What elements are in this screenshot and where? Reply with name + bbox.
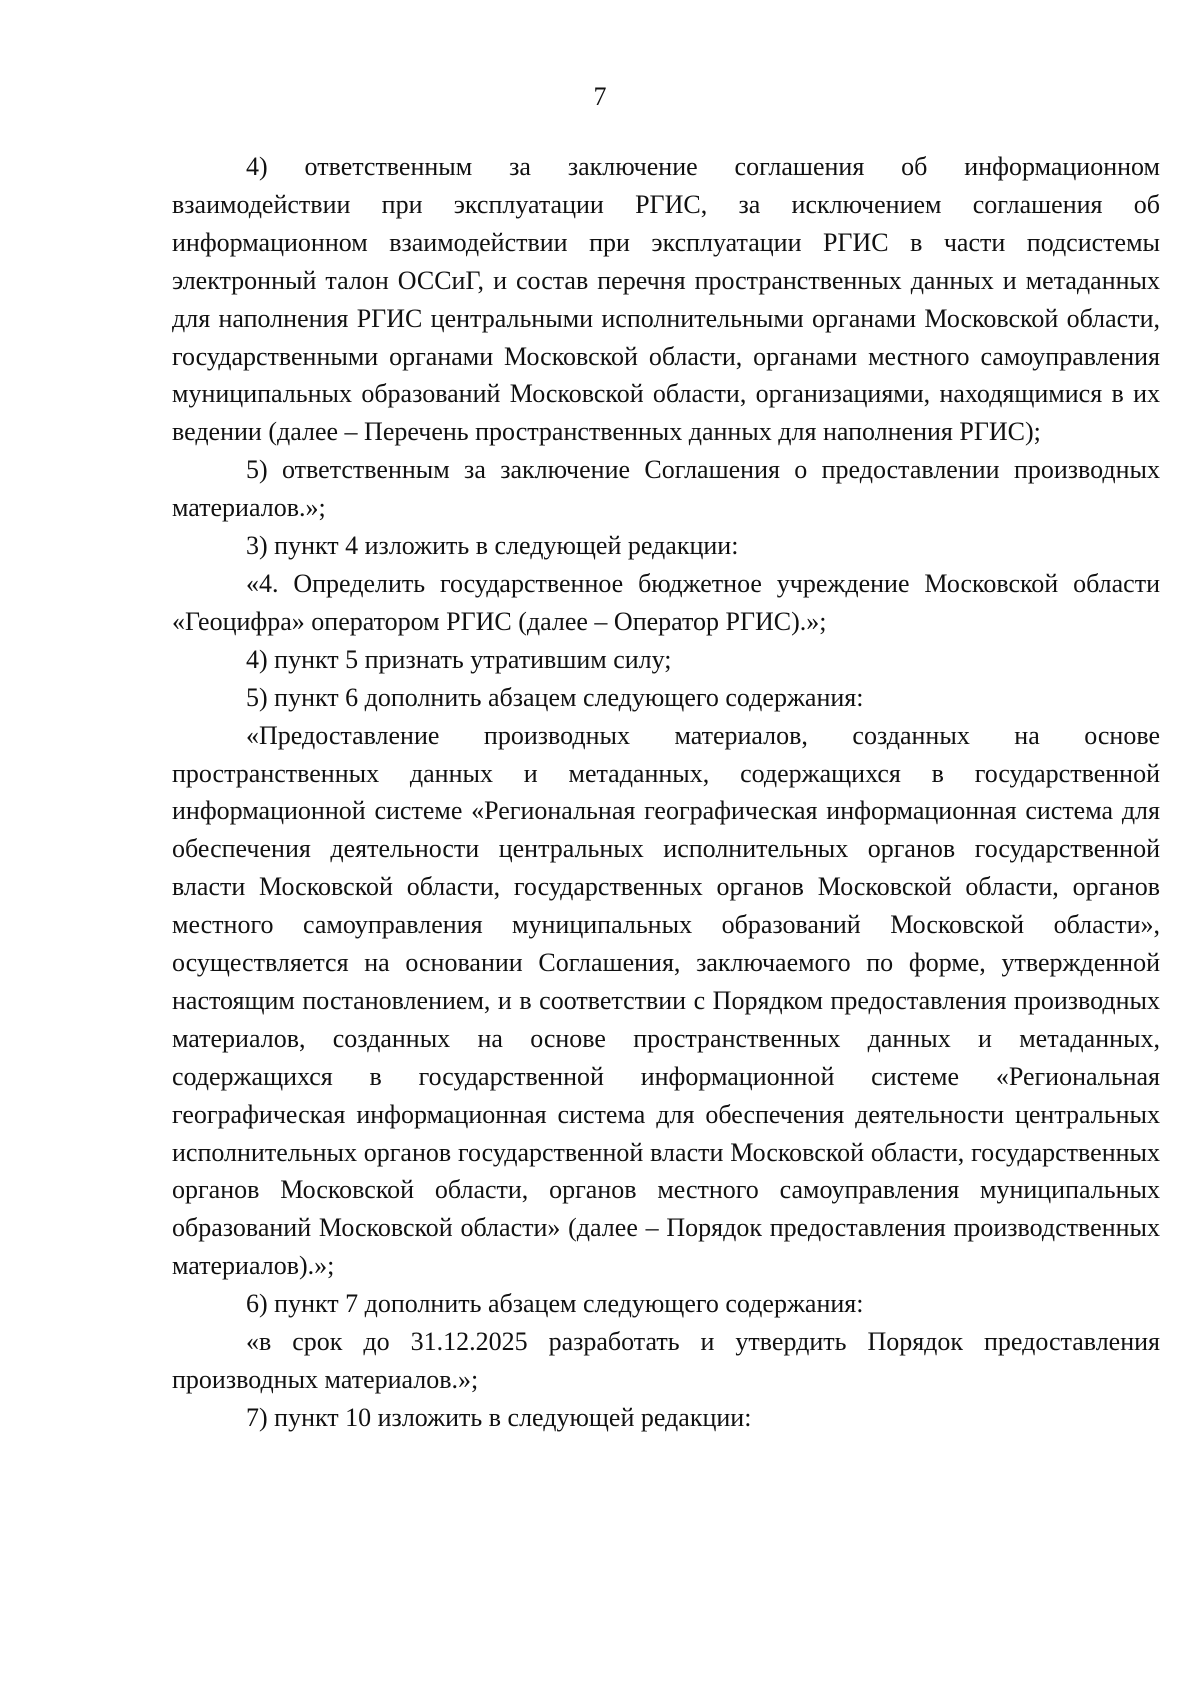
paragraph-item-5-responsible-derivative: 5) ответственным за заключение Соглашения о предоставлении производных материалов.»;: [172, 455, 1160, 523]
paragraph-amend-point-6: 5) пункт 6 дополнить абзацем следующего содержания:: [246, 682, 864, 712]
paragraph-item-4-responsible-agreement: 4) ответственным за заключение соглашения об информационном взаимодействии при эксплуатации РГИС, за исключением соглашения об информационном взаимодействии при эксплуатации РГИС в части подсистемы электронный талон ОССиГ, и состав перечня пространственных данных и метаданных для наполнения РГИС центральными исполнительными органами Московской области, государственными органами Московской области, органами местного самоуправления муниципальных образований Московской области, организациями, находящимися в их ведении (далее – Перечень пространственных данных для наполнения РГИС);: [172, 152, 1160, 447]
paragraph-repeal-point-5: 4) пункт 5 признать утратившим силу;: [246, 644, 672, 674]
paragraph-point-6-addition: «Предоставление производных материалов, созданных на основе пространственных данных и метаданных, содержащихся в государственной информационной системе «Региональная географическая информационная система для обеспечения деятельности центральных исполнительных органов государственной власти Московской области, государственных органов Московской области, органов местного самоуправления муниципальных образований Московской области», осуществляется на основании Соглашения, заключаемого по форме, утвержденной настоящим постановлением, и в соответствии с Порядком предоставления производных материалов, созданных на основе пространственных данных и метаданных, содержащихся в государственной информационной системе «Региональная географическая информационная система для обеспечения деятельности центральных исполнительных органов государственной власти Московской области, государственных органов Московской области, органов местного самоуправления муниципальных образований Московской области» (далее – Порядок предоставления производственных материалов).»;: [172, 720, 1160, 1281]
paragraph-amend-point-7: 6) пункт 7 дополнить абзацем следующего содержания:: [246, 1289, 864, 1319]
document-body: [172, 148, 1160, 1437]
paragraph-point-4-text: «4. Определить государственное бюджетное учреждение Московской области «Геоцифра» оператором РГИС (далее – Оператор РГИС).»;: [172, 568, 1160, 636]
paragraph-amend-point-10: 7) пункт 10 изложить в следующей редакции:: [246, 1402, 752, 1432]
paragraph-amend-point-4: 3) пункт 4 изложить в следующей редакции:: [246, 531, 739, 561]
paragraph-point-7-addition: «в срок до 31.12.2025 разработать и утвердить Порядок предоставления производных материалов.»;: [172, 1327, 1160, 1394]
page-number: 7: [593, 82, 607, 111]
